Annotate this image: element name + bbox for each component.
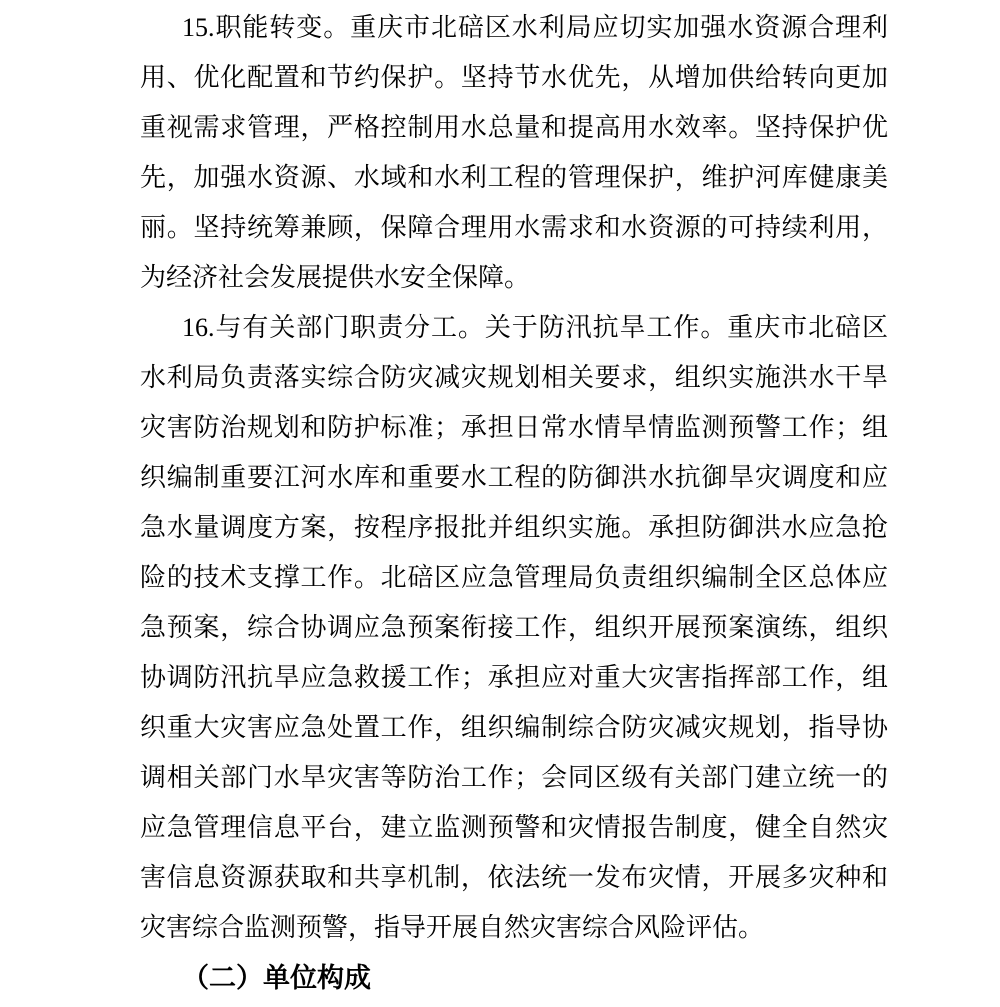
- text-line: 灾害防治规划和防护标准；承担日常水情旱情监测预警工作；组: [140, 413, 888, 442]
- text-line: 用、优化配置和节约保护。坚持节水优先，从增加供给转向更加: [140, 63, 888, 92]
- text-line: 16.与有关部门职责分工。关于防汛抗旱工作。重庆市北碚区: [182, 313, 888, 342]
- text-line: 水利局负责落实综合防灾减灾规划相关要求，组织实施洪水干旱: [140, 363, 888, 392]
- text-line: 险的技术支撑工作。北碚区应急管理局负责组织编制全区总体应: [140, 563, 888, 592]
- paragraph-16-division-of-responsibilities: [140, 303, 888, 953]
- text-line: 15.职能转变。重庆市北碚区水利局应切实加强水资源合理利: [182, 13, 888, 42]
- text-line: 织重大灾害应急处置工作，组织编制综合防灾减灾规划，指导协: [140, 713, 888, 742]
- section-heading-unit-composition: （二）单位构成: [182, 963, 371, 993]
- text-line: 调相关部门水旱灾害等防治工作；会同区级有关部门建立统一的: [140, 763, 888, 792]
- text-line: 先，加强水资源、水域和水利工程的管理保护，维护河库健康美: [140, 163, 888, 192]
- text-line: 丽。坚持统筹兼顾，保障合理用水需求和水资源的可持续利用，: [140, 213, 888, 242]
- text-line: 害信息资源获取和共享机制，依法统一发布灾情，开展多灾种和: [140, 863, 888, 892]
- text-line: 织编制重要江河水库和重要水工程的防御洪水抗御旱灾调度和应: [140, 463, 888, 492]
- text-line: 灾害综合监测预警，指导开展自然灾害综合风险评估。: [140, 913, 765, 942]
- text-line: 重视需求管理，严格控制用水总量和提高用水效率。坚持保护优: [140, 113, 888, 142]
- text-line: 应急管理信息平台，建立监测预警和灾情报告制度，健全自然灾: [140, 813, 888, 842]
- text-line: 为经济社会发展提供水安全保障。: [140, 263, 531, 292]
- paragraph-15-duties-transform: [140, 3, 888, 303]
- text-line: 协调防汛抗旱应急救援工作；承担应对重大灾害指挥部工作，组: [140, 663, 888, 692]
- text-line: 急水量调度方案，按程序报批并组织实施。承担防御洪水应急抢: [140, 513, 888, 542]
- text-line: 急预案，综合协调应急预案衔接工作，组织开展预案演练，组织: [140, 613, 888, 642]
